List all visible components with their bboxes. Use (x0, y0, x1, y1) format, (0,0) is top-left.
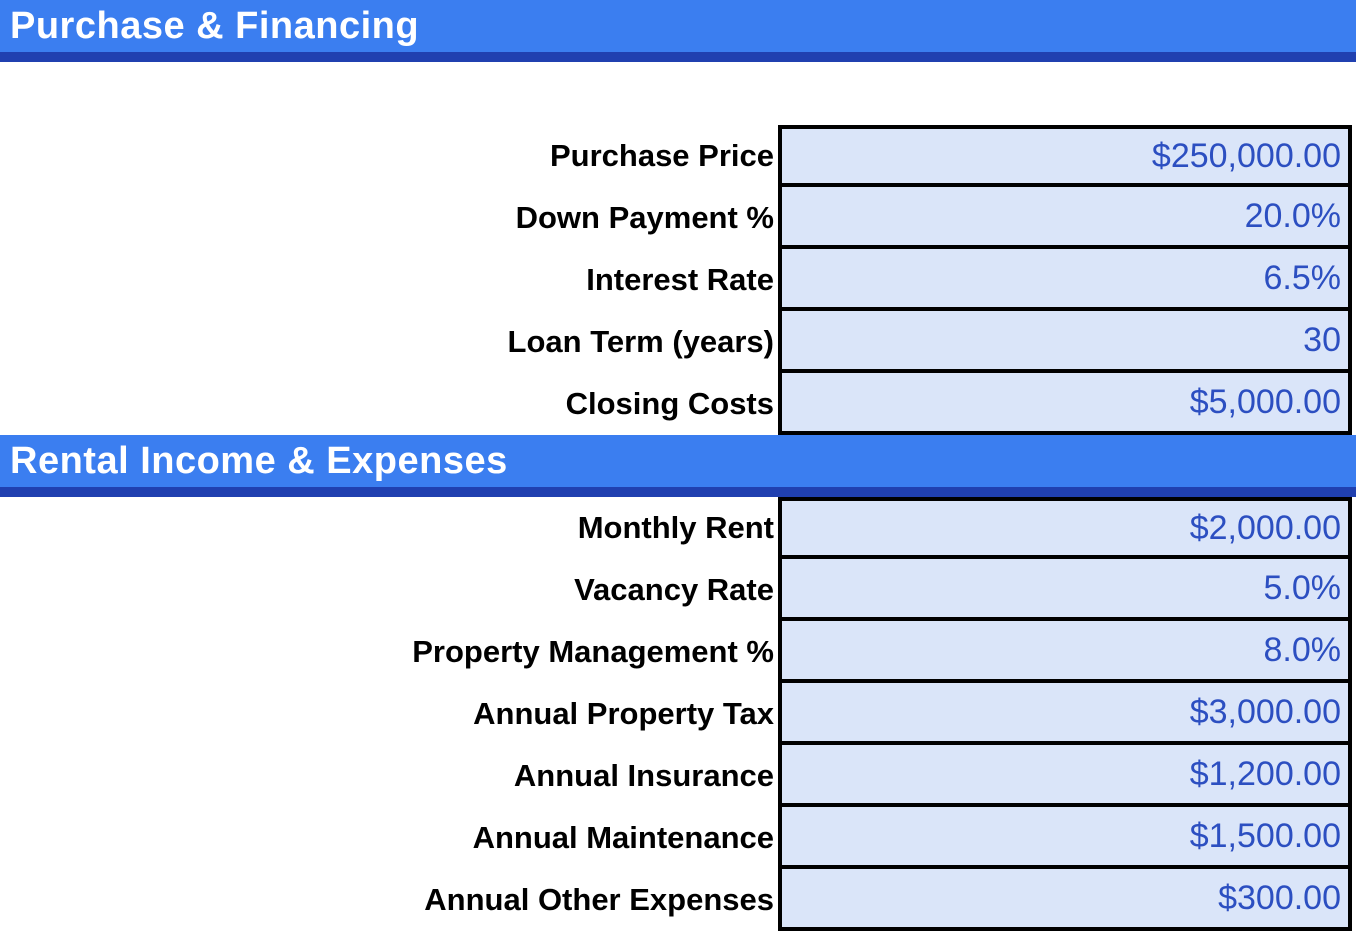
field-row (0, 187, 1356, 249)
field-label: Vacancy Rate (574, 572, 774, 607)
field-value-cell[interactable]: $2,000.00 (778, 497, 1352, 559)
field-row (0, 683, 1356, 745)
section-title: Rental Income & Expenses (10, 439, 508, 482)
field-row (0, 807, 1356, 869)
purchase-financing-rows (0, 125, 1356, 435)
field-label: Purchase Price (549, 138, 774, 173)
field-label: Annual Other Expenses (424, 882, 774, 917)
field-value-cell[interactable]: 8.0% (778, 621, 1352, 683)
field-value-cell[interactable]: $250,000.00 (778, 125, 1352, 187)
field-row (0, 373, 1356, 435)
rental-income-expenses-rows (0, 497, 1356, 931)
field-value-cell[interactable]: $5,000.00 (778, 373, 1352, 435)
section-header-purchase-financing (0, 0, 1356, 52)
field-label: Annual Insurance (513, 758, 774, 793)
field-value-cell[interactable]: 5.0% (778, 559, 1352, 621)
field-value-cell[interactable]: $1,500.00 (778, 807, 1352, 869)
spacer (0, 62, 1356, 125)
field-label: Down Payment % (515, 200, 774, 235)
field-label: Annual Property Tax (473, 696, 774, 731)
field-value-cell[interactable]: $300.00 (778, 869, 1352, 931)
field-label: Closing Costs (565, 386, 774, 421)
field-value-cell[interactable]: 30 (778, 311, 1352, 373)
section-header-rental-income-expenses (0, 435, 1356, 487)
section-title: Purchase & Financing (10, 4, 420, 47)
field-row (0, 745, 1356, 807)
field-label: Property Management % (412, 634, 774, 669)
field-row (0, 621, 1356, 683)
section-header-underline (0, 487, 1356, 497)
field-row (0, 559, 1356, 621)
field-label: Loan Term (years) (507, 324, 774, 359)
field-label: Monthly Rent (577, 510, 774, 545)
field-value-cell[interactable]: $3,000.00 (778, 683, 1352, 745)
section-rental-income-expenses (0, 435, 1356, 931)
section-header-underline (0, 52, 1356, 62)
field-value-cell[interactable]: 20.0% (778, 187, 1352, 249)
field-row (0, 497, 1356, 559)
field-row (0, 125, 1356, 187)
field-label: Interest Rate (586, 262, 774, 297)
field-value-cell[interactable]: 6.5% (778, 249, 1352, 311)
field-row (0, 869, 1356, 931)
field-value-cell[interactable]: $1,200.00 (778, 745, 1352, 807)
field-row (0, 249, 1356, 311)
field-label: Annual Maintenance (472, 820, 774, 855)
field-row (0, 311, 1356, 373)
section-purchase-financing (0, 0, 1356, 435)
